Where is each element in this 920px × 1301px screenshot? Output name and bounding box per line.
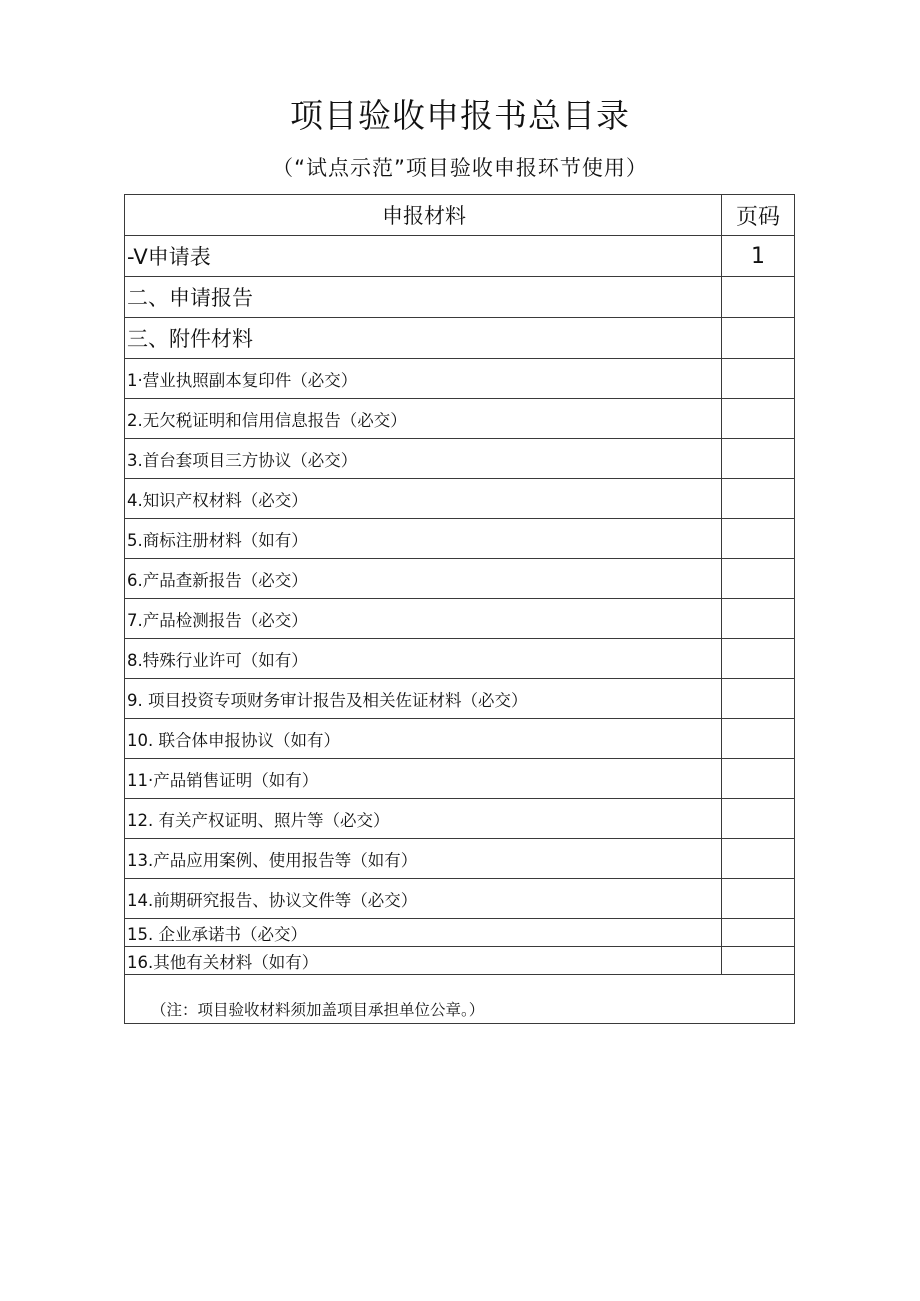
header-materials: 申报材料 [125, 195, 722, 236]
table-row [125, 639, 795, 679]
section-page [722, 277, 795, 318]
table-row [125, 399, 795, 439]
item-page [722, 439, 795, 479]
document-subtitle: （“试点示范”项目验收申报环节使用） [272, 156, 648, 180]
item-label: 15. 企业承诺书（必交） [125, 919, 722, 947]
item-label: 7.产品检测报告（必交） [125, 599, 722, 639]
item-page [722, 639, 795, 679]
item-label: 8.特殊行业许可（如有） [125, 639, 722, 679]
item-page [722, 559, 795, 599]
item-page [722, 479, 795, 519]
item-page [722, 919, 795, 947]
section-row-application-form [125, 236, 795, 277]
section-label: 二、申请报告 [125, 277, 722, 318]
table-header-row [125, 195, 795, 236]
table-row [125, 359, 795, 399]
item-page [722, 719, 795, 759]
section-row-application-report [125, 277, 795, 318]
note-row [125, 975, 795, 1024]
item-label: 4.知识产权材料（必交） [125, 479, 722, 519]
item-label: 1·营业执照副本复印件（必交） [125, 359, 722, 399]
table-note: （注：项目验收材料须加盖项目承担单位公章。） [125, 975, 795, 1024]
table-row [125, 719, 795, 759]
item-label: 5.商标注册材料（如有） [125, 519, 722, 559]
table-row [125, 599, 795, 639]
item-page [722, 679, 795, 719]
table-row [125, 759, 795, 799]
item-label: 11·产品销售证明（如有） [125, 759, 722, 799]
item-page [722, 359, 795, 399]
table-of-contents [124, 194, 795, 1024]
item-page [722, 399, 795, 439]
table-row [125, 879, 795, 919]
item-page [722, 759, 795, 799]
section-label: -V申请表 [125, 236, 722, 277]
item-label: 16.其他有关材料（如有） [125, 947, 722, 975]
section-page [722, 318, 795, 359]
table-row [125, 799, 795, 839]
item-page [722, 947, 795, 975]
table-row [125, 679, 795, 719]
item-label: 2.无欠税证明和信用信息报告（必交） [125, 399, 722, 439]
item-label: 3.首台套项目三方协议（必交） [125, 439, 722, 479]
table-row [125, 479, 795, 519]
item-page [722, 799, 795, 839]
section-row-attachments [125, 318, 795, 359]
section-page: 1 [722, 236, 795, 277]
header-page: 页码 [722, 195, 795, 236]
table-row [125, 947, 795, 975]
item-label: 6.产品查新报告（必交） [125, 559, 722, 599]
document-title: 项目验收申报书总目录 [290, 96, 630, 135]
item-page [722, 519, 795, 559]
item-label: 9. 项目投资专项财务审计报告及相关佐证材料（必交） [125, 679, 722, 719]
table-row [125, 559, 795, 599]
table-row [125, 839, 795, 879]
item-label: 14.前期研究报告、协议文件等（必交） [125, 879, 722, 919]
item-label: 10. 联合体申报协议（如有） [125, 719, 722, 759]
item-page [722, 839, 795, 879]
item-label: 12. 有关产权证明、照片等（必交） [125, 799, 722, 839]
item-label: 13.产品应用案例、使用报告等（如有） [125, 839, 722, 879]
item-page [722, 599, 795, 639]
item-page [722, 879, 795, 919]
table-row [125, 919, 795, 947]
table-row [125, 519, 795, 559]
section-label: 三、附件材料 [125, 318, 722, 359]
table-row [125, 439, 795, 479]
